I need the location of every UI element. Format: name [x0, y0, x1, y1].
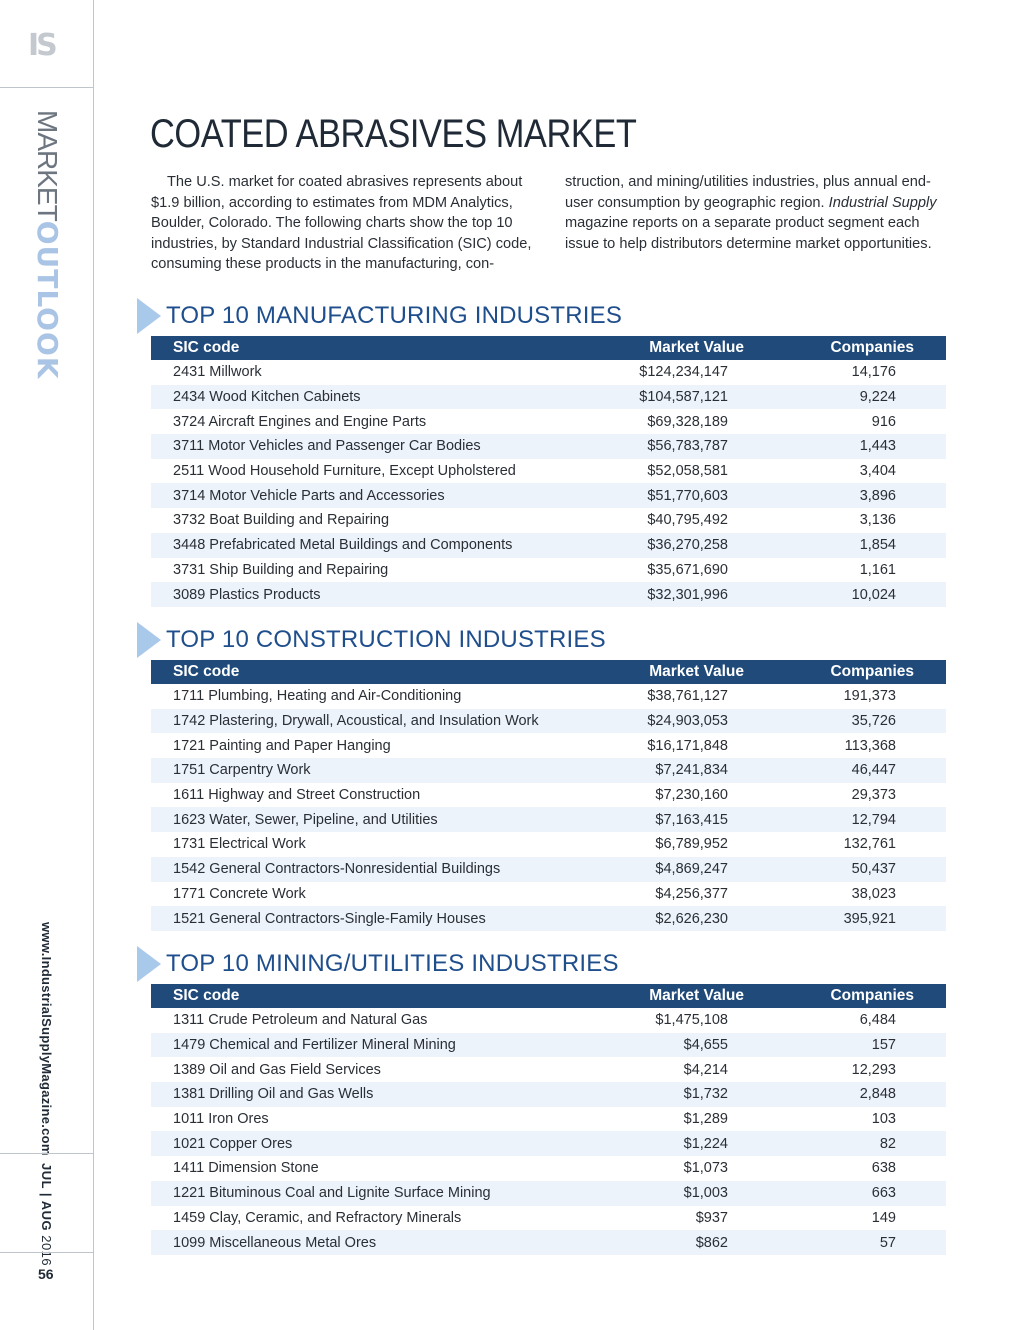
table-header-row — [151, 660, 946, 684]
market-value-cell: $32,301,996 — [544, 582, 744, 607]
intro-column-2 — [565, 172, 951, 254]
table-row — [151, 1008, 946, 1033]
intro-text-1: The U.S. market for coated abrasives represents about $1.9 billion, according to estimates from MDM Analytics, Boulder, Colorado. The following charts show the top 10 industries, by Standard Industrial Classification (SIC) code, consuming these products in the manufacturing, con- — [151, 174, 532, 272]
companies-cell: 916 — [744, 409, 946, 434]
sic-industry-cell: 1521 General Contractors-Single-Family Houses — [151, 906, 544, 931]
column-header-companies: Companies — [744, 336, 946, 360]
sic-industry-cell: 1742 Plastering, Drywall, Acoustical, and Insulation Work — [151, 709, 544, 734]
section-heading: TOP 10 CONSTRUCTION INDUSTRIES — [166, 626, 606, 653]
companies-cell: 50,437 — [744, 857, 946, 882]
table-header-row — [151, 336, 946, 360]
companies-cell: 1,443 — [744, 434, 946, 459]
market-value-cell: $1,003 — [544, 1181, 744, 1206]
sic-industry-cell: 2434 Wood Kitchen Cabinets — [151, 385, 544, 410]
market-value-cell: $1,475,108 — [544, 1008, 744, 1033]
market-value-cell: $1,224 — [544, 1131, 744, 1156]
sic-industry-cell: 1711 Plumbing, Heating and Air-Conditioning — [151, 684, 544, 709]
sic-industry-cell: 3089 Plastics Products — [151, 582, 544, 607]
companies-cell: 9,224 — [744, 385, 946, 410]
table-row — [151, 533, 946, 558]
table-row — [151, 1082, 946, 1107]
market-value-cell: $4,214 — [544, 1057, 744, 1082]
companies-cell: 3,404 — [744, 459, 946, 484]
table-row — [151, 558, 946, 583]
market-value-cell: $7,163,415 — [544, 807, 744, 832]
sic-industry-cell: 1389 Oil and Gas Field Services — [151, 1057, 544, 1082]
sic-industry-cell: 3448 Prefabricated Metal Buildings and Components — [151, 533, 544, 558]
table-row — [151, 882, 946, 907]
section-arrow-icon — [137, 622, 161, 658]
sic-industry-cell: 1721 Painting and Paper Hanging — [151, 733, 544, 758]
column-header-sic: SIC code — [151, 336, 544, 360]
sic-industry-cell: 1731 Electrical Work — [151, 832, 544, 857]
sic-industry-cell: 1411 Dimension Stone — [151, 1156, 544, 1181]
sic-industry-cell: 3732 Boat Building and Repairing — [151, 508, 544, 533]
rail-divider — [0, 1252, 93, 1253]
market-value-cell: $1,289 — [544, 1107, 744, 1132]
market-value-cell: $7,241,834 — [544, 758, 744, 783]
market-value-cell: $6,789,952 — [544, 832, 744, 857]
table-row — [151, 783, 946, 808]
column-header-market-value: Market Value — [544, 984, 744, 1008]
table-row — [151, 582, 946, 607]
sic-industry-cell: 1751 Carpentry Work — [151, 758, 544, 783]
companies-cell: 46,447 — [744, 758, 946, 783]
companies-cell: 103 — [744, 1107, 946, 1132]
sic-industry-cell: 3731 Ship Building and Repairing — [151, 558, 544, 583]
table-row — [151, 483, 946, 508]
table-row — [151, 1206, 946, 1231]
website-url: www.IndustrialSupplyMagazine.com — [39, 922, 54, 1156]
table-row — [151, 733, 946, 758]
page-number: 56 — [38, 1266, 54, 1282]
column-header-market-value: Market Value — [544, 660, 744, 684]
market-value-cell: $2,626,230 — [544, 906, 744, 931]
companies-cell: 149 — [744, 1206, 946, 1231]
column-header-market-value: Market Value — [544, 336, 744, 360]
sic-industry-cell: 1381 Drilling Oil and Gas Wells — [151, 1082, 544, 1107]
table-row — [151, 832, 946, 857]
market-value-cell: $35,671,690 — [544, 558, 744, 583]
sic-industry-cell: 1623 Water, Sewer, Pipeline, and Utilities — [151, 807, 544, 832]
companies-cell: 1,854 — [744, 533, 946, 558]
table-row — [151, 434, 946, 459]
market-value-cell: $69,328,189 — [544, 409, 744, 434]
companies-cell: 38,023 — [744, 882, 946, 907]
table-row — [151, 1156, 946, 1181]
manufacturing-table — [151, 336, 946, 607]
table-row — [151, 906, 946, 931]
table-row — [151, 385, 946, 410]
left-rail — [0, 0, 94, 1330]
issue-date — [39, 1163, 54, 1266]
companies-cell: 113,368 — [744, 733, 946, 758]
sic-industry-cell: 1311 Crude Petroleum and Natural Gas — [151, 1008, 544, 1033]
table-row — [151, 409, 946, 434]
section-arrow-icon — [137, 946, 161, 982]
companies-cell: 82 — [744, 1131, 946, 1156]
sic-industry-cell: 1459 Clay, Ceramic, and Refractory Minerals — [151, 1206, 544, 1231]
section-label-market: MARKET — [32, 110, 63, 221]
column-header-companies: Companies — [744, 984, 946, 1008]
table-row — [151, 1131, 946, 1156]
market-value-cell: $124,234,147 — [544, 360, 744, 385]
market-value-cell: $862 — [544, 1230, 744, 1255]
sic-industry-cell: 2431 Millwork — [151, 360, 544, 385]
companies-cell: 132,761 — [744, 832, 946, 857]
companies-cell: 3,136 — [744, 508, 946, 533]
market-value-cell: $1,732 — [544, 1082, 744, 1107]
sic-industry-cell: 1771 Concrete Work — [151, 882, 544, 907]
sic-industry-cell: 1099 Miscellaneous Metal Ores — [151, 1230, 544, 1255]
section-label-outlook: OUTLOOK — [31, 220, 64, 380]
sic-industry-cell: 1021 Copper Ores — [151, 1131, 544, 1156]
table-row — [151, 360, 946, 385]
companies-cell: 3,896 — [744, 483, 946, 508]
table-header-row — [151, 984, 946, 1008]
market-value-cell: $4,256,377 — [544, 882, 744, 907]
sic-industry-cell: 2511 Wood Household Furniture, Except Upholstered — [151, 459, 544, 484]
companies-cell: 29,373 — [744, 783, 946, 808]
article-title: COATED ABRASIVES MARKET — [150, 112, 637, 156]
table-row — [151, 709, 946, 734]
companies-cell: 663 — [744, 1181, 946, 1206]
sic-industry-cell: 3724 Aircraft Engines and Engine Parts — [151, 409, 544, 434]
companies-cell: 191,373 — [744, 684, 946, 709]
column-header-companies: Companies — [744, 660, 946, 684]
market-value-cell: $56,783,787 — [544, 434, 744, 459]
sic-industry-cell: 1542 General Contractors-Nonresidential Buildings — [151, 857, 544, 882]
table-row — [151, 857, 946, 882]
companies-cell: 1,161 — [744, 558, 946, 583]
section-heading: TOP 10 MINING/UTILITIES INDUSTRIES — [166, 950, 619, 977]
magazine-logo: IS — [28, 28, 55, 63]
table-row — [151, 1033, 946, 1058]
companies-cell: 12,293 — [744, 1057, 946, 1082]
table-row — [151, 684, 946, 709]
market-value-cell: $40,795,492 — [544, 508, 744, 533]
table-row — [151, 1230, 946, 1255]
market-value-cell: $52,058,581 — [544, 459, 744, 484]
companies-cell: 638 — [744, 1156, 946, 1181]
market-value-cell: $51,770,603 — [544, 483, 744, 508]
table-row — [151, 1057, 946, 1082]
companies-cell: 35,726 — [744, 709, 946, 734]
table-row — [151, 807, 946, 832]
companies-cell: 157 — [744, 1033, 946, 1058]
companies-cell: 14,176 — [744, 360, 946, 385]
table-row — [151, 758, 946, 783]
market-value-cell: $16,171,848 — [544, 733, 744, 758]
table-row — [151, 1107, 946, 1132]
market-value-cell: $38,761,127 — [544, 684, 744, 709]
companies-cell: 6,484 — [744, 1008, 946, 1033]
sic-industry-cell: 3711 Motor Vehicles and Passenger Car Bodies — [151, 434, 544, 459]
table-row — [151, 508, 946, 533]
intro-text-2: struction, and mining/utilities industries, plus annual end-user consumption by geographic region. — [565, 174, 931, 211]
companies-cell: 57 — [744, 1230, 946, 1255]
market-value-cell: $4,869,247 — [544, 857, 744, 882]
market-value-cell: $104,587,121 — [544, 385, 744, 410]
sic-industry-cell: 1479 Chemical and Fertilizer Mineral Mining — [151, 1033, 544, 1058]
column-header-sic: SIC code — [151, 984, 544, 1008]
sic-industry-cell: 3714 Motor Vehicle Parts and Accessories — [151, 483, 544, 508]
construction-table — [151, 660, 946, 931]
issue-month: JUL | AUG — [39, 1163, 54, 1232]
market-value-cell: $4,655 — [544, 1033, 744, 1058]
section-heading: TOP 10 MANUFACTURING INDUSTRIES — [166, 302, 623, 329]
companies-cell: 395,921 — [744, 906, 946, 931]
companies-cell: 10,024 — [744, 582, 946, 607]
companies-cell: 2,848 — [744, 1082, 946, 1107]
sic-industry-cell: 1011 Iron Ores — [151, 1107, 544, 1132]
market-value-cell: $1,073 — [544, 1156, 744, 1181]
market-value-cell: $937 — [544, 1206, 744, 1231]
rail-divider — [0, 87, 93, 88]
sic-industry-cell: 1611 Highway and Street Construction — [151, 783, 544, 808]
mining-utilities-table — [151, 984, 946, 1255]
table-row — [151, 459, 946, 484]
market-value-cell: $36,270,258 — [544, 533, 744, 558]
issue-year: 2016 — [39, 1235, 54, 1267]
section-arrow-icon — [137, 298, 161, 334]
intro-column-1 — [151, 172, 537, 275]
market-value-cell: $7,230,160 — [544, 783, 744, 808]
section-label — [31, 110, 64, 379]
companies-cell: 12,794 — [744, 807, 946, 832]
table-row — [151, 1181, 946, 1206]
sic-industry-cell: 1221 Bituminous Coal and Lignite Surface Mining — [151, 1181, 544, 1206]
column-header-sic: SIC code — [151, 660, 544, 684]
rail-divider — [0, 1153, 93, 1154]
market-value-cell: $24,903,053 — [544, 709, 744, 734]
intro-text-3: magazine reports on a separate product segment each issue to help distributors determine market opportunities. — [565, 215, 932, 252]
magazine-name: Industrial Supply — [828, 194, 937, 211]
